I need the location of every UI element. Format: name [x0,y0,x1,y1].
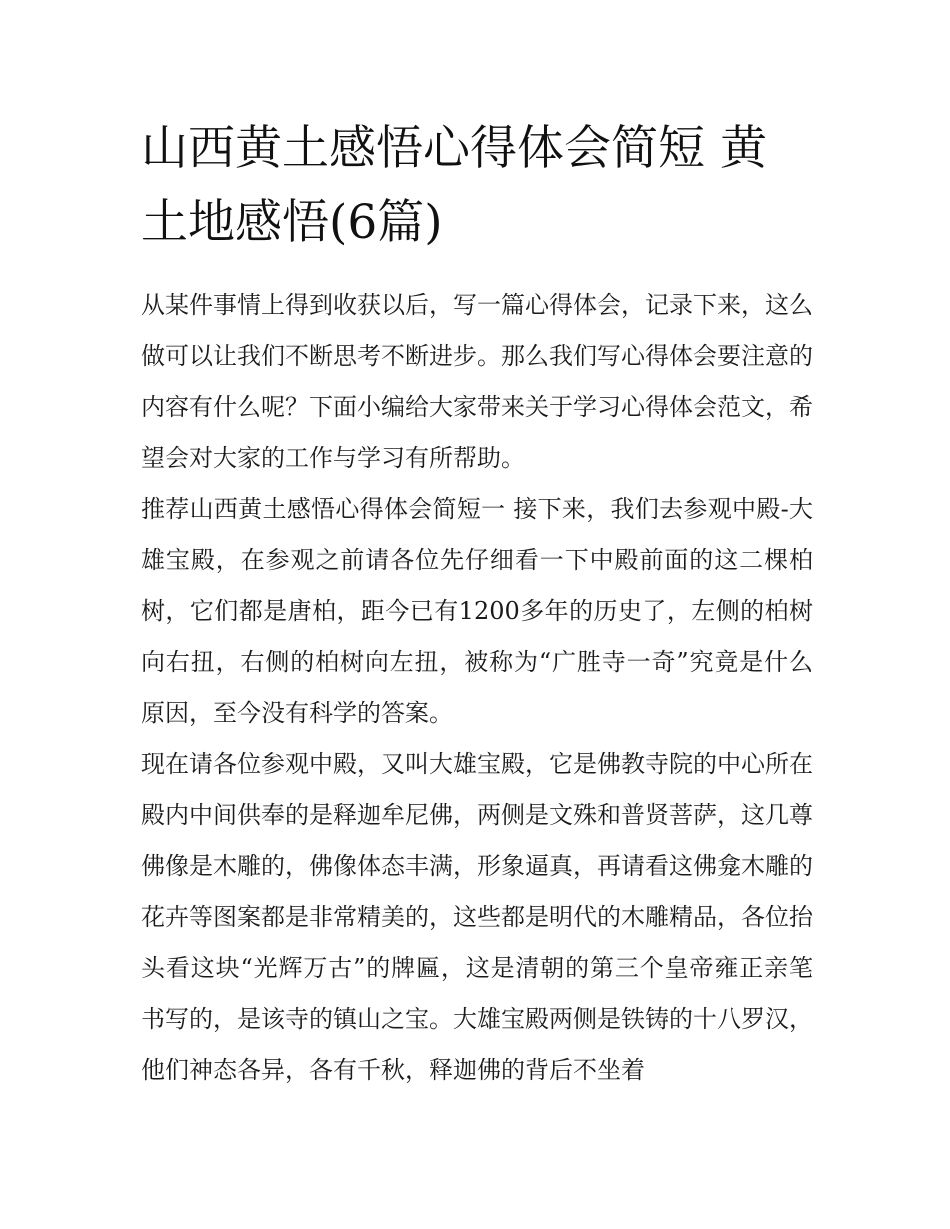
document-body [141,280,813,1096]
paragraph-intro: 从某件事情上得到收获以后，写一篇心得体会，记录下来，这么做可以让我们不断思考不断进步。那么我们写心得体会要注意的内容有什么呢？下面小编给大家带来关于学习心得体会范文，希望会对大家的工作与学习有所帮助。 [141,291,813,472]
paragraph-section-one: 推荐山西黄土感悟心得体会简短一 接下来，我们去参观中殿-大雄宝殿，在参观之前请各位先仔细看一下中殿前面的这二棵柏树，它们都是唐柏，距今已有1200多年的历史了，左侧的柏树向右扭，右侧的柏树向左扭，被称为“广胜寺一奇”究竟是什么原因，至今没有科学的答案。 [141,495,813,727]
document-title: 山西黄土感悟心得体会简短 黄土地感悟(6篇) [141,121,767,250]
document-content [141,112,813,1096]
paragraph-main-hall: 现在请各位参观中殿，又叫大雄宝殿，它是佛教寺院的中心所在殿内中间供奉的是释迦牟尼佛，两侧是文殊和普贤菩萨，这几尊佛像是木雕的，佛像体态丰满，形象逼真，再请看这佛龛木雕的花卉等图案都是非常精美的，这些都是明代的木雕精品，各位抬头看这块“光辉万古”的牌匾，这是清朝的第三个皇帝雍正亲笔书写的，是该寺的镇山之宝。大雄宝殿两侧是铁铸的十八罗汉，他们神态各异，各有千秋，释迦佛的背后不坐着 [141,750,813,1084]
